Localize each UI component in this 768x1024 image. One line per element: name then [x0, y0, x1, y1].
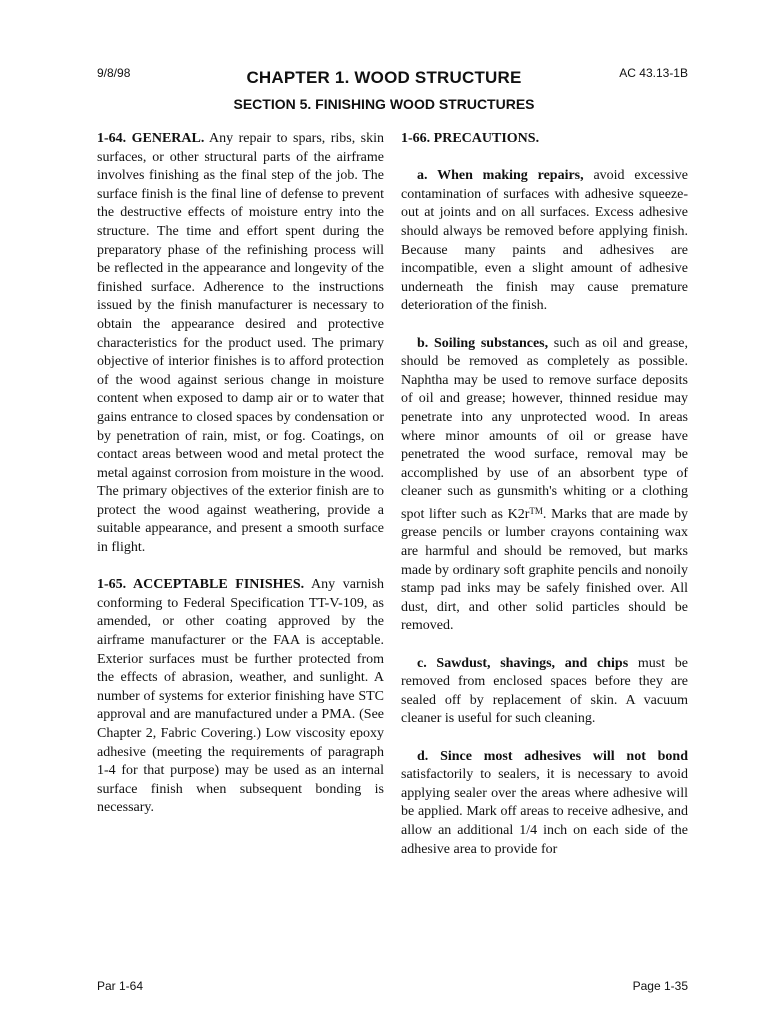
paragraph-1-66-heading: 1-66. PRECAUTIONS.: [401, 131, 540, 146]
paragraph-1-65-heading: 1-65. ACCEPTABLE FINISHES.: [97, 577, 305, 593]
subparagraph-a-label: a. When making repairs,: [417, 168, 584, 184]
subparagraph-d-text: satisfactorily to sealers, it is necessary to avoid applying sealer over the areas where adhesive will be applied. Mark off areas to receive adhesive, and allow an additional 1/4 inch on each side of the adhesive area to provide for: [401, 767, 688, 857]
subparagraph-a: [401, 167, 688, 316]
subparagraph-d-label: d. Since most adhesives will not bond: [417, 748, 688, 764]
paragraph-1-64-heading: 1-64. GENERAL.: [97, 131, 205, 146]
subparagraph-b-label: b. Soiling substances,: [417, 335, 549, 351]
section-title: SECTION 5. FINISHING WOOD STRUCTURES: [233, 96, 535, 112]
footer-page-number: Page 1-35: [632, 979, 688, 993]
paragraph-1-65-text: Any varnish conforming to Federal Specification TT-V-109, as amended, or other coating approved by the airframe manufacturer or the FAA is acceptable. Exterior surfaces must be further protected from the effects of abrasion, weather, and sunlight. A number of systems for exterior finishing have STC approval and are manufactured under a PMA. (See Chapter 2, Fabric Covering.) Low viscosity epoxy adhesive (meeting the requirements of paragraph 1-4 for that purpose) may be used as an internal surface finish when subsequent bonding is necessary.: [97, 577, 384, 816]
subparagraph-c: [401, 655, 688, 729]
header-date: 9/8/98: [97, 66, 131, 80]
subparagraph-d: [401, 748, 688, 860]
left-column: [97, 130, 384, 837]
paragraph-1-64-text: Any repair to spars, ribs, skin surfaces, or other structural parts of the airframe involves finishing as the final step of the job. The surface finish is the final line of defense to prevent the destructive effects of moisture entry into the structure. The time and effort spent during the preparatory phase of the refinishing process will be reflected in the appearance and longevity of the finished surface. Adherence to the instructions issued by the finish manufacturer is necessary to obtain the appearance desired and protective characteristics for the product used. The primary objective of interior finishes is to afford protection of the wood against serious change in moisture content when exposed to damp air or to water that gains entrance to closed spaces by condensation or by penetration of rain, mist, or fog. Coatings, on contact areas between wood and metal protect the metal against corrosion from moisture in the wood. The primary objectives of the exterior finish are to protect the wood against weathering, provide a suitable appearance, and present a smooth surface in flight.: [97, 131, 384, 556]
footer-paragraph-ref: Par 1-64: [97, 979, 144, 993]
subparagraph-b: [401, 335, 688, 637]
trademark-symbol: TM: [529, 505, 543, 516]
subparagraph-a-text: avoid excessive contamination of surfaces with adhesive squeeze-out at joints and on all surfaces. Excess adhesive should always be removed before applying finish. Because many paints and adhesives are incompatible, even a slight amount of adhesive underneath the finish may cause premature deterioration of the finish.: [401, 168, 689, 314]
subparagraph-c-text: must be removed from enclosed spaces before they are sealed off by replacement of skin. A vacuum cleaner is useful for such cleaning.: [401, 655, 688, 727]
right-column: [401, 130, 688, 878]
header-document-id: AC 43.13-1B: [619, 66, 688, 80]
subparagraph-b-text-cont: . Marks that are made by grease pencils or lumber crayons containing wax are harmful and should be removed, but marks made by ordinary soft graphite pencils and nonoily stamp pad inks may be safely finished over. All dust, dirt, and other solid particles should be removed.: [401, 506, 688, 634]
paragraph-1-64: [97, 130, 384, 558]
subparagraph-c-label: c. Sawdust, shavings, and chips: [417, 655, 629, 671]
paragraph-1-65: [97, 576, 384, 818]
subparagraph-b-text: such as oil and grease, should be removed as completely as possible. Naphtha may be used to remove surface deposits of oil and grease; however, thinned residue may penetrate into any unprotected wood. In areas where minor amounts of oil or grease have penetrated the wood surface, removal may be accomplished by use of an absorbent type of cleaner such as gunsmith's whiting or a clothing spot lifter such as K2r: [401, 335, 688, 522]
chapter-title: CHAPTER 1. WOOD STRUCTURE: [246, 68, 522, 87]
